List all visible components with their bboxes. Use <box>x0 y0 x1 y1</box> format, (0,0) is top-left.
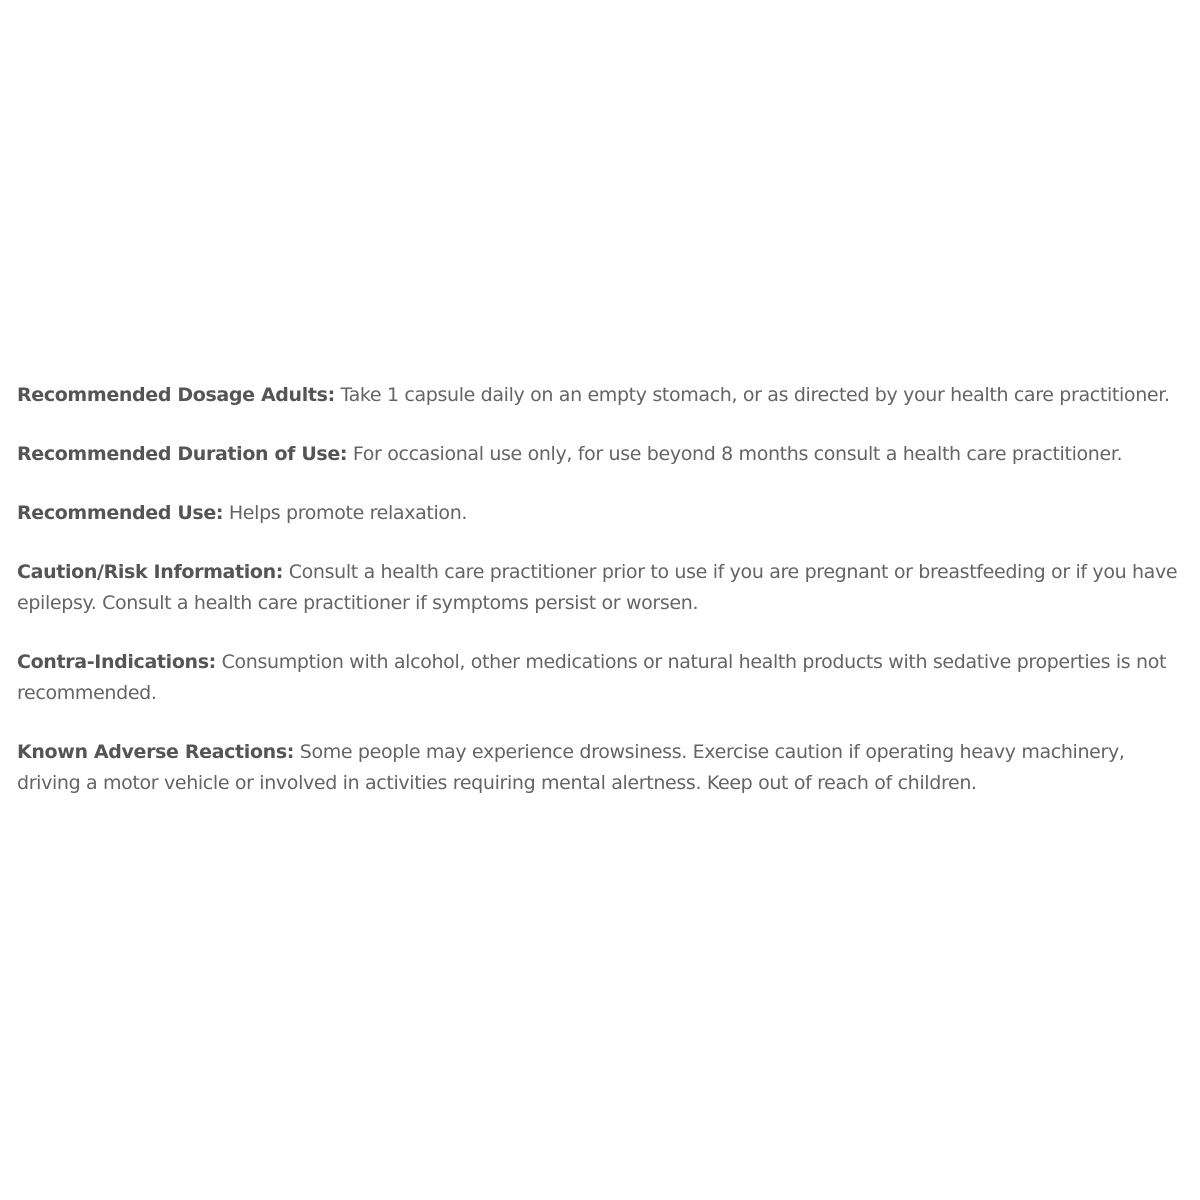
caution-text: Consult a health care practitioner prior to use if you are pregnant or breastfeeding or if you have epilepsy. Consult a health care practitioner if symptoms persist or worsen. <box>17 561 1178 614</box>
use-text: Helps promote relaxation. <box>223 502 468 524</box>
adverse-reactions-text: Some people may experience drowsiness. Exercise caution if operating heavy machinery, driving a motor vehicle or involved in activities requiring mental alertness. Keep out of reach of children. <box>17 741 1125 794</box>
caution-label: Caution/Risk Information: <box>17 561 284 583</box>
duration-paragraph <box>17 439 1182 470</box>
duration-text: For occasional use only, for use beyond 8 months consult a health care practitioner. <box>347 443 1123 465</box>
contra-indications-text: Consumption with alcohol, other medications or natural health products with sedative properties is not recommended. <box>17 651 1167 704</box>
dosage-label: Recommended Dosage Adults: <box>17 384 335 406</box>
contra-indications-label: Contra-Indications: <box>17 651 216 673</box>
adverse-reactions-paragraph <box>17 737 1182 799</box>
dosage-text: Take 1 capsule daily on an empty stomach, or as directed by your health care practitioner. <box>334 384 1170 406</box>
duration-label: Recommended Duration of Use: <box>17 443 348 465</box>
contra-indications-paragraph <box>17 647 1182 709</box>
use-label: Recommended Use: <box>17 502 224 524</box>
adverse-reactions-label: Known Adverse Reactions: <box>17 741 295 763</box>
product-information <box>17 380 1182 827</box>
caution-paragraph <box>17 557 1182 619</box>
use-paragraph <box>17 498 1182 529</box>
dosage-paragraph <box>17 380 1182 411</box>
